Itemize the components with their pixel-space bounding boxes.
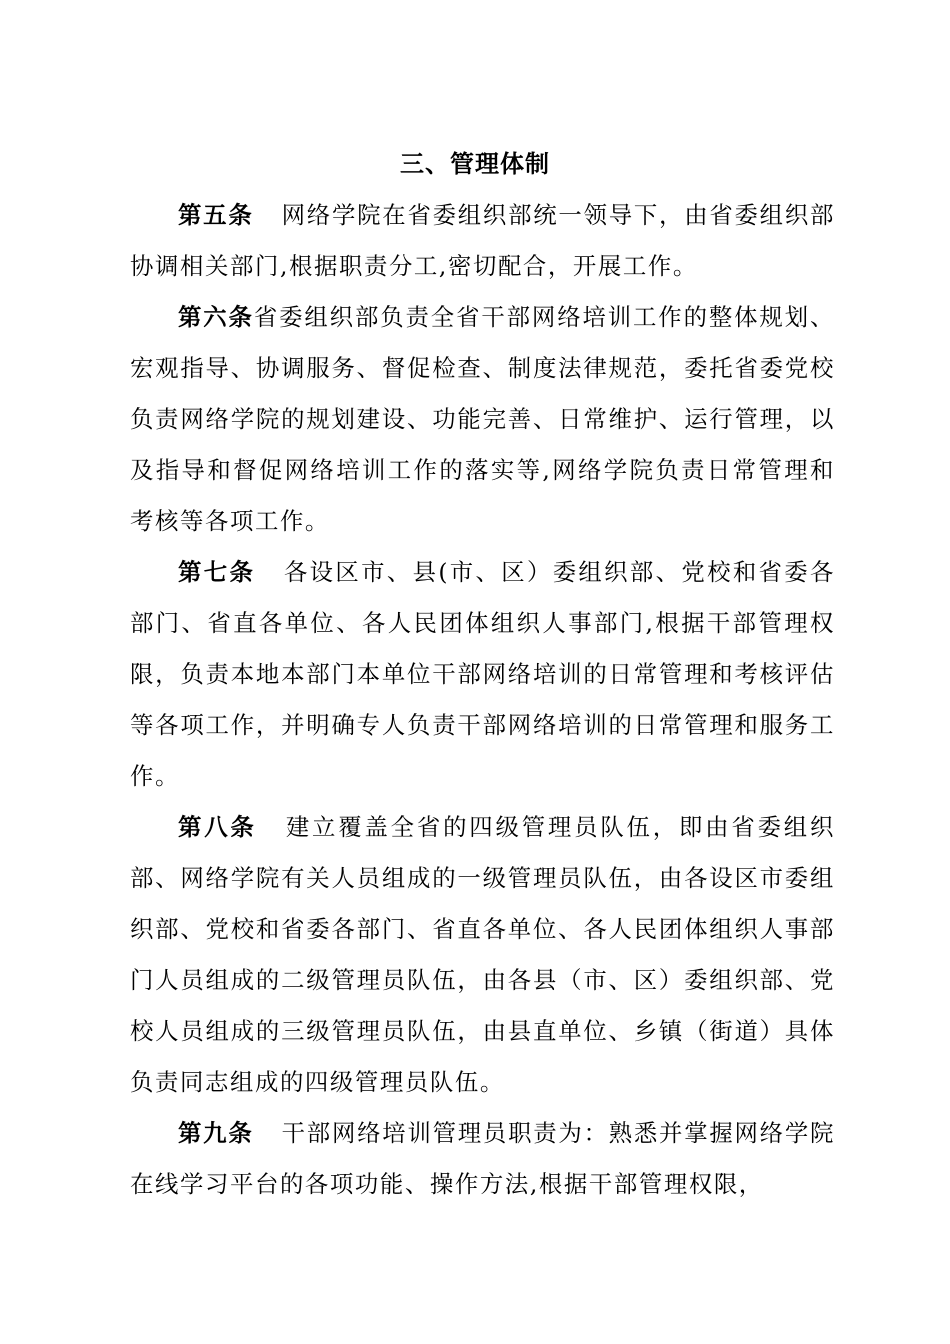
article-number: 第九条 [178,1119,254,1147]
article-number: 第八条 [178,813,257,841]
article-5 [130,190,835,292]
article-text: 建立覆盖全省的四级管理员队伍，即由省委组织部、网络学院有关人员组成的一级管理员队伍，由各设区市委组织部、党校和省委各部门、省直各单位、各人民团体组织人事部门人员组成的二级管理员队伍，由各县（市、区）委组织部、党校人员组成的三级管理员队伍，由县直单位、乡镇（街道）具体负责同志组成的四级管理员队伍。 [130,813,835,1096]
article-text: 干部网络培训管理员职责为：熟悉并掌握网络学院在线学习平台的各项功能、操作方法,根据干部管理权限， [130,1119,835,1198]
article-text: 各设区市、县(市、区）委组织部、党校和省委各部门、省直各单位、各人民团体组织人事部门,根据干部管理权限，负责本地本部门本单位干部网络培训的日常管理和考核评估等各项工作，并明确专人负责干部网络培训的日常管理和服务工作。 [130,558,835,790]
article-number: 第七条 [178,558,256,586]
document-body [130,190,835,1210]
article-number: 第六条 [178,303,254,331]
article-text: 省委组织部负责全省干部网络培训工作的整体规划、宏观指导、协调服务、督促检查、制度法律规范，委托省委党校负责网络学院的规划建设、功能完善、日常维护、运行管理，以及指导和督促网络培训工作的落实等,网络学院负责日常管理和考核等各项工作。 [130,303,835,535]
article-9 [130,1108,835,1210]
article-7 [130,547,835,802]
article-text: 网络学院在省委组织部统一领导下，由省委组织部协调相关部门,根据职责分工,密切配合，开展工作。 [130,201,835,280]
article-6 [130,292,835,547]
article-number: 第五条 [178,201,254,229]
article-8 [130,802,835,1108]
section-title: 三、管理体制 [400,150,550,178]
